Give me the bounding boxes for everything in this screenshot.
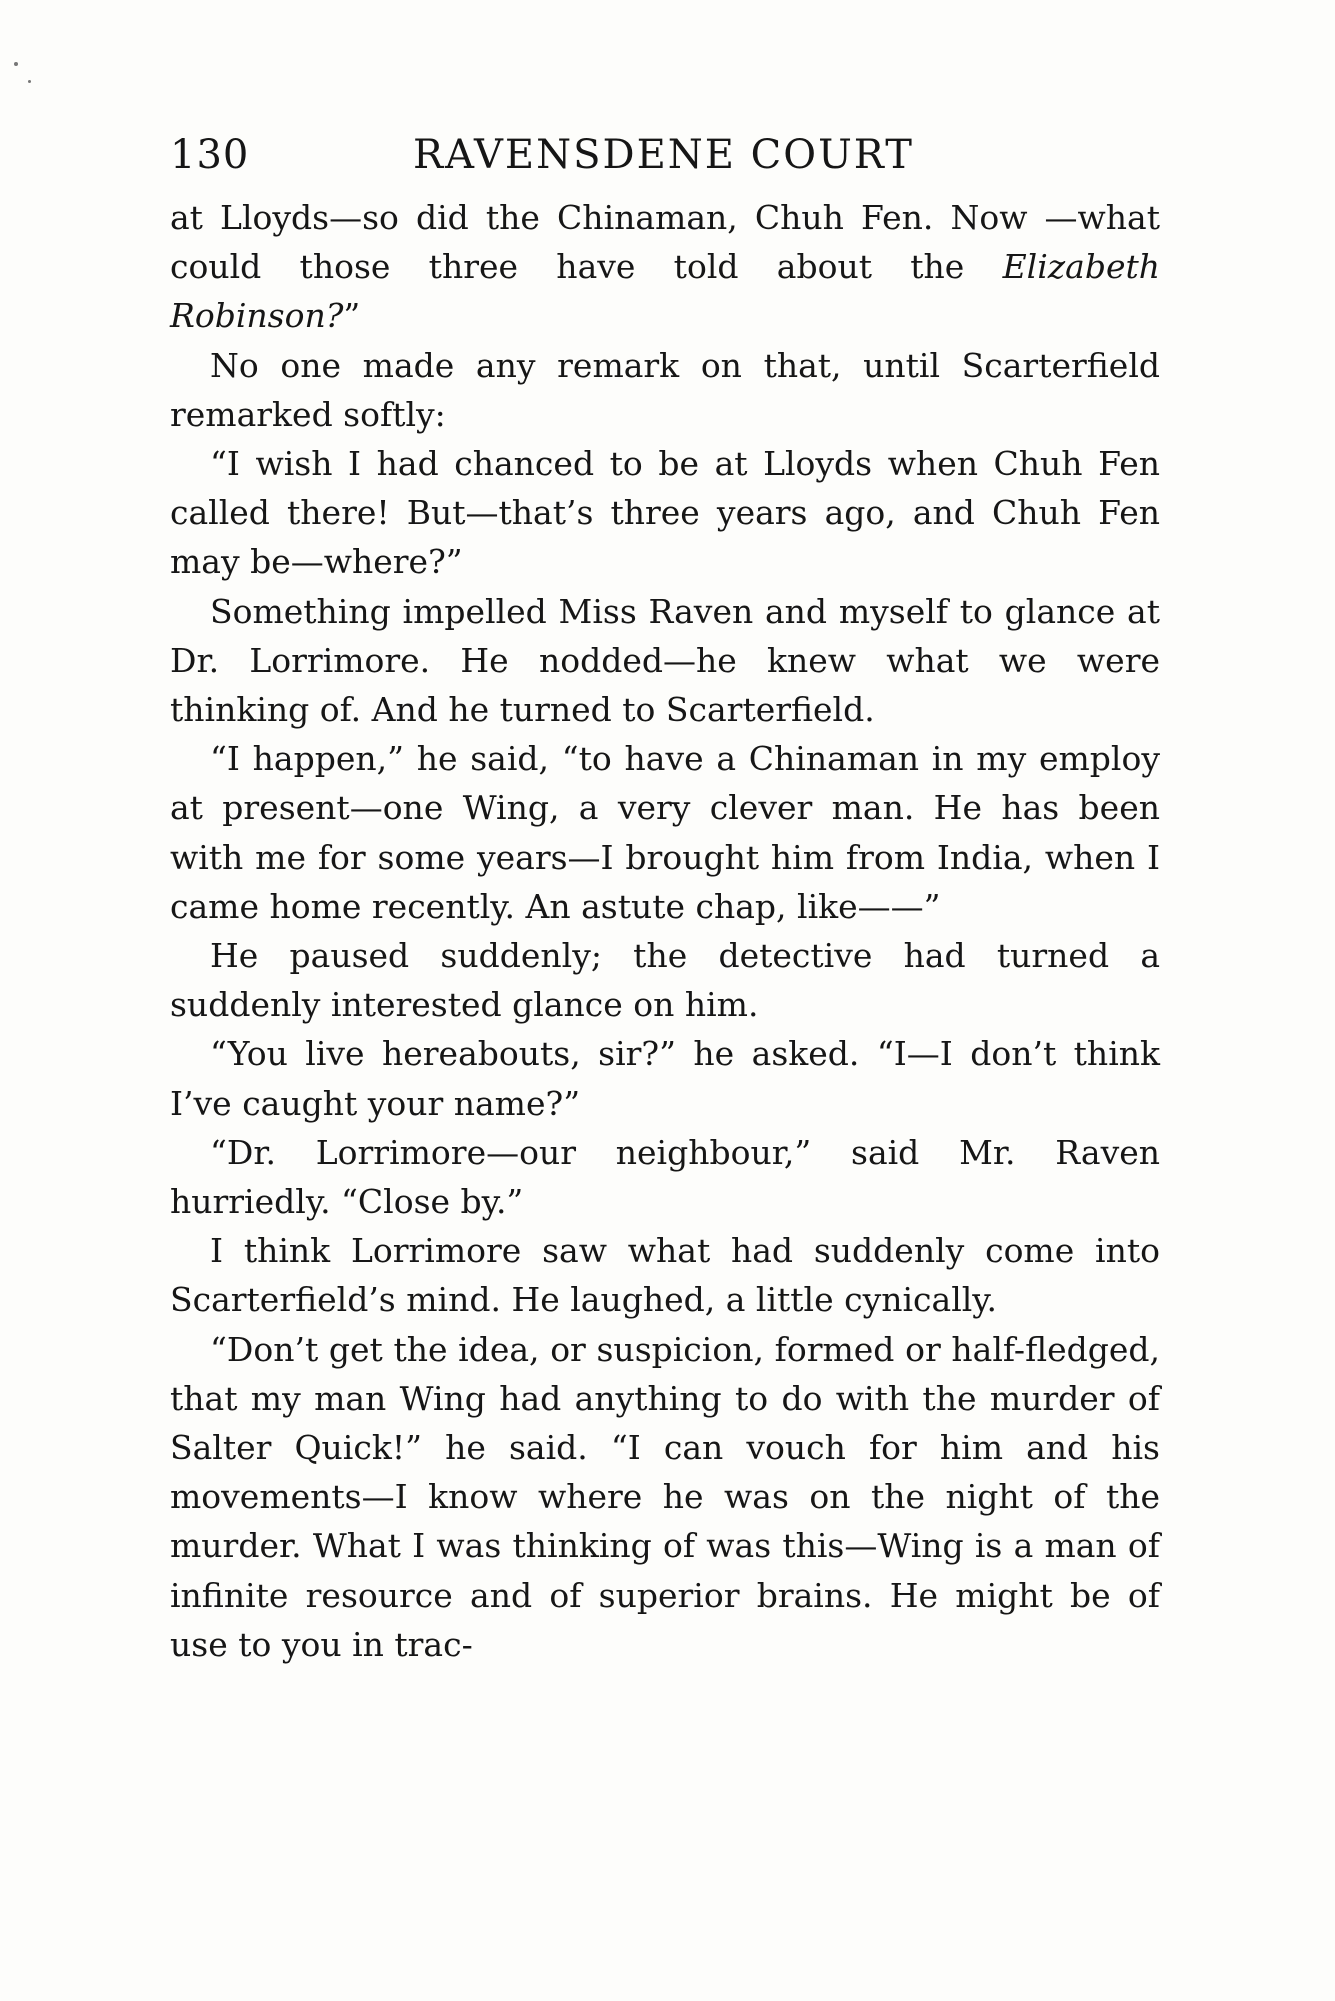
paragraph-10: “Don’t get the idea, or suspicion, formed or half-fledged, that my man Wing had anything to do with the murder of Salter Quick!” he said. “I can vouch for him and his movements—I know where he was on the night of the murder. What I was thinking of was this—Wing is a man of infinite resource and of superior brains. He might be of use to you in trac- xyxy=(170,1329,1160,1664)
paragraph-2: No one made any remark on that, until Scarterfield remarked softly: xyxy=(170,345,1160,434)
paragraph-6: He paused suddenly; the detective had turned a suddenly interested glance on him. xyxy=(170,936,1160,1025)
print-speck xyxy=(14,62,18,66)
paragraph-9: I think Lorrimore saw what had suddenly come into Scarterfield’s mind. He laughed, a little cynically. xyxy=(170,1231,1160,1320)
body-text xyxy=(170,193,1160,1669)
ship-name: Elizabeth Robinson? xyxy=(170,247,1160,336)
paragraph-5: “I happen,” he said, “to have a Chinaman in my employ at present—one Wing, a very clever man. He has been with me for some years—I brought him from India, when I came home recently. An astute chap, like——” xyxy=(170,739,1160,926)
paragraph-7: “You live hereabouts, sir?” he asked. “I—I don’t think I’ve caught your name?” xyxy=(170,1034,1160,1123)
paragraph-4: Something impelled Miss Raven and myself to glance at Dr. Lorrimore. He nodded—he knew what we were thinking of. And he turned to Scarterfield. xyxy=(170,591,1160,730)
paragraph-8: “Dr. Lorrimore—our neighbour,” said Mr. Raven hurriedly. “Close by.” xyxy=(170,1132,1160,1222)
print-speck xyxy=(28,80,31,83)
page-number: 130 xyxy=(170,132,250,178)
running-title: RAVENSDENE COURT xyxy=(413,132,914,178)
paragraph-1: at Lloyds—so did the Chinaman, Chuh Fen. Now —what could those three have told about the Elizabeth Robinson?” xyxy=(170,198,1160,336)
paragraph-3: “I wish I had chanced to be at Lloyds when Chuh Fen called there! But—that’s three years ago, and Chuh Fen may be—where?” xyxy=(170,444,1160,582)
page-header xyxy=(170,130,1170,180)
